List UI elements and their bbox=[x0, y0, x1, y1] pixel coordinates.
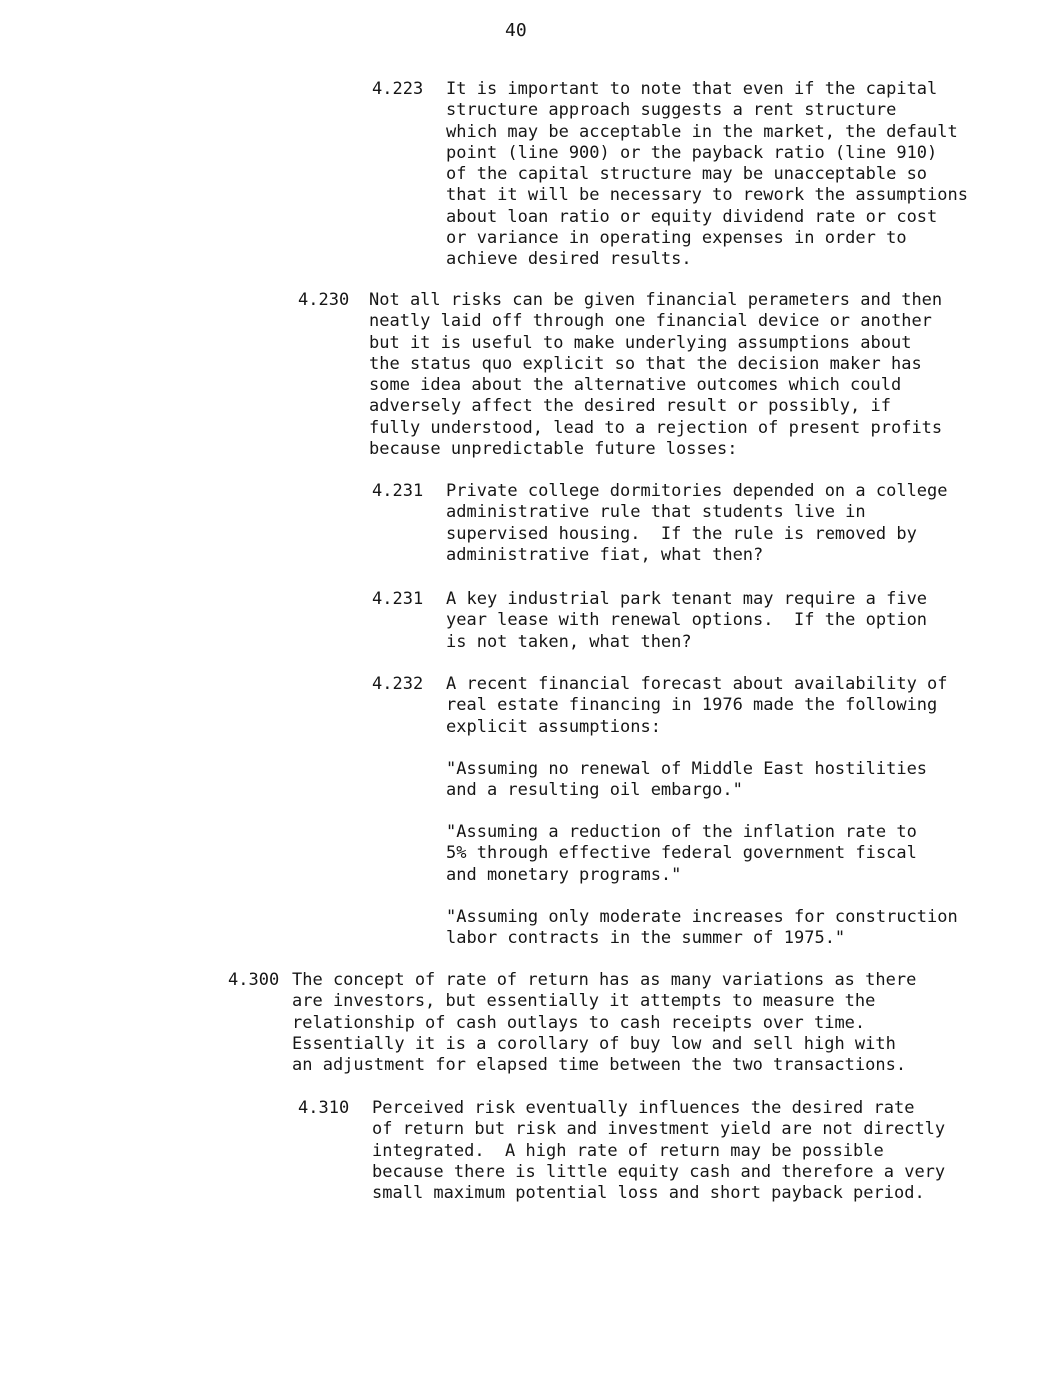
text-line: that it will be necessary to rework the assumptions bbox=[446, 185, 968, 206]
text-line: because there is little equity cash and therefore a very bbox=[372, 1161, 946, 1182]
text-line: the status quo explicit so that the decision maker has bbox=[369, 353, 922, 374]
text-line: fully understood, lead to a rejection of present profits bbox=[369, 417, 943, 438]
text-line: which may be acceptable in the market, the default bbox=[446, 121, 958, 142]
section-number: 4.231 bbox=[372, 481, 424, 501]
text-line: but it is useful to make underlying assumptions about bbox=[369, 332, 912, 353]
text-line: The concept of rate of return has as many variations as there bbox=[292, 970, 917, 990]
section-number: 4.231 bbox=[372, 589, 424, 609]
text-line: administrative rule that students live in bbox=[446, 502, 866, 523]
text-line: A key industrial park tenant may require a five bbox=[446, 589, 928, 609]
text-line: because unpredictable future losses: bbox=[369, 439, 738, 460]
quoted-assumption bbox=[446, 907, 958, 950]
text-line: some idea about the alternative outcomes which could bbox=[369, 375, 902, 396]
text-line: Perceived risk eventually influences the desired rate bbox=[372, 1098, 915, 1118]
text-line: Essentially it is a corollary of buy low and sell high with bbox=[292, 1033, 896, 1054]
section-number: 4.300 bbox=[228, 970, 280, 990]
text-line: is not taken, what then? bbox=[446, 631, 692, 652]
text-line: are investors, but essentially it attempts to measure the bbox=[292, 991, 876, 1012]
text-line: neatly laid off through one financial device or another bbox=[369, 311, 932, 332]
text-line: adversely affect the desired result or possibly, if bbox=[369, 396, 891, 417]
text-line: Private college dormitories depended on a college bbox=[446, 481, 948, 501]
section-paragraph bbox=[446, 589, 927, 653]
text-line: Not all risks can be given financial perameters and then bbox=[369, 290, 943, 310]
text-line: explicit assumptions: bbox=[446, 716, 661, 737]
section-number: 4.232 bbox=[372, 674, 424, 694]
text-line: 5% through effective federal government fiscal bbox=[446, 843, 917, 864]
text-line: "Assuming a reduction of the inflation rate to bbox=[446, 822, 917, 842]
text-line: of return but risk and investment yield are not directly bbox=[372, 1119, 946, 1140]
text-line: structure approach suggests a rent structure bbox=[446, 100, 897, 121]
quoted-assumption bbox=[446, 759, 927, 802]
text-line: "Assuming no renewal of Middle East hostilities bbox=[446, 759, 928, 779]
section-paragraph bbox=[446, 481, 948, 566]
section-paragraph bbox=[446, 79, 968, 271]
text-line: labor contracts in the summer of 1975." bbox=[446, 928, 846, 949]
text-line: small maximum potential loss and short payback period. bbox=[372, 1183, 925, 1204]
text-line: administrative fiat, what then? bbox=[446, 544, 764, 565]
text-line: and a resulting oil embargo." bbox=[446, 780, 743, 801]
text-line: of the capital structure may be unacceptable so bbox=[446, 164, 928, 185]
quoted-assumption bbox=[446, 822, 917, 886]
section-number: 4.223 bbox=[372, 79, 424, 99]
section-paragraph bbox=[369, 290, 942, 460]
text-line: point (line 900) or the payback ratio (line 910) bbox=[446, 142, 938, 163]
section-paragraph bbox=[372, 1098, 945, 1204]
section-paragraph bbox=[446, 674, 948, 738]
text-line: and monetary programs." bbox=[446, 864, 682, 885]
page-number: 40 bbox=[505, 20, 527, 41]
text-line: achieve desired results. bbox=[446, 249, 692, 270]
text-line: "Assuming only moderate increases for construction bbox=[446, 907, 958, 927]
text-line: relationship of cash outlays to cash receipts over time. bbox=[292, 1012, 866, 1033]
text-line: or variance in operating expenses in order to bbox=[446, 228, 907, 249]
text-line: real estate financing in 1976 made the following bbox=[446, 695, 938, 716]
text-line: an adjustment for elapsed time between the two transactions. bbox=[292, 1055, 907, 1076]
section-number: 4.310 bbox=[298, 1098, 350, 1118]
section-paragraph bbox=[292, 970, 916, 1076]
text-line: integrated. A high rate of return may be possible bbox=[372, 1140, 884, 1161]
text-line: It is important to note that even if the capital bbox=[446, 79, 938, 99]
text-line: A recent financial forecast about availability of bbox=[446, 674, 948, 694]
text-line: supervised housing. If the rule is removed by bbox=[446, 523, 917, 544]
section-number: 4.230 bbox=[298, 290, 350, 310]
text-line: year lease with renewal options. If the option bbox=[446, 610, 928, 631]
text-line: about loan ratio or equity dividend rate or cost bbox=[446, 206, 938, 227]
